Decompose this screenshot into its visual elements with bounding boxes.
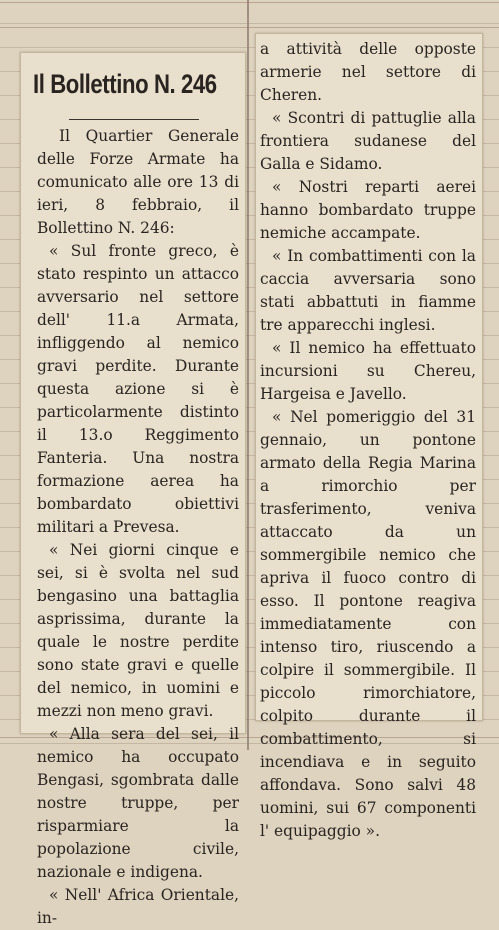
paragraph: « Alla sera del sei, il nemico ha occupato Bengasi, sgombrata dalle nostre truppe, per risparmiare la popolazione civile, nazionale e indigena. bbox=[37, 725, 239, 881]
newspaper-clipping-left bbox=[20, 52, 246, 927]
newspaper-clipping-right bbox=[255, 33, 483, 840]
bulletin-title: Il Bollettino N. 246 bbox=[33, 69, 217, 99]
paragraph: « Il nemico ha effettuato incursioni su Chereu, Hargeisa e Javello. bbox=[260, 339, 476, 403]
ledger-rule bbox=[0, 27, 499, 28]
paragraph: « In combattimenti con la caccia avversaria sono stati abbattuti in fiamme tre apparecchi inglesi. bbox=[260, 247, 476, 334]
paragraph: Il Quartier Generale delle Forze Armate ha comunicato alle ore 13 di ieri, 8 febbraio, il Bollettino N. 246: bbox=[37, 127, 239, 237]
paragraph: « Nei giorni cinque e sei, si è svolta nel sud bengasino una battaglia asprissima, durante la quale le nostre perdite sono state gravi e quelle del nemico, in uomini e mezzi non meno gravi. bbox=[37, 541, 239, 720]
paragraph: a attività delle opposte armerie nel settore di Cheren. bbox=[260, 40, 476, 104]
paragraph: « Nostri reparti aerei hanno bombardato truppe nemiche accampate. bbox=[260, 178, 476, 242]
paragraph: « Sul fronte greco, è stato respinto un attacco avversario nel settore dell' 11.a Armata, infliggendo al nemico gravi perdite. Durante questa azione si è particolarmente distinto il 13.o Reggimento Fanteria. Una nostra formazione aerea ha bombardato obiettivi militari a Prevesa. bbox=[37, 242, 239, 536]
paragraph: « Nel pomeriggio del 31 gennaio, un pontone armato della Regia Marina a rimorchio per trasferimento, veniva attaccato da un sommergibile nemico che apriva il fuoco contro di esso. Il pontone reagiva immediatamente con intenso tiro, riuscendo a colpire il sommergibile. Il piccolo rimorchiatore, colpito durante il combattimento, si incendiava e in seguito affondava. Sono salvi 48 uomini, sui 67 componenti l' equipaggio ». bbox=[260, 408, 476, 840]
title-underline bbox=[69, 119, 199, 120]
paragraph: « Nell' Africa Orientale, in- bbox=[37, 886, 239, 927]
paragraph: « Scontri di pattuglie alla frontiera sudanese del Galla e Sidamo. bbox=[260, 109, 476, 173]
right-column-text bbox=[260, 38, 476, 843]
left-column-text bbox=[37, 125, 239, 930]
ledger-rule bbox=[0, 2, 499, 3]
